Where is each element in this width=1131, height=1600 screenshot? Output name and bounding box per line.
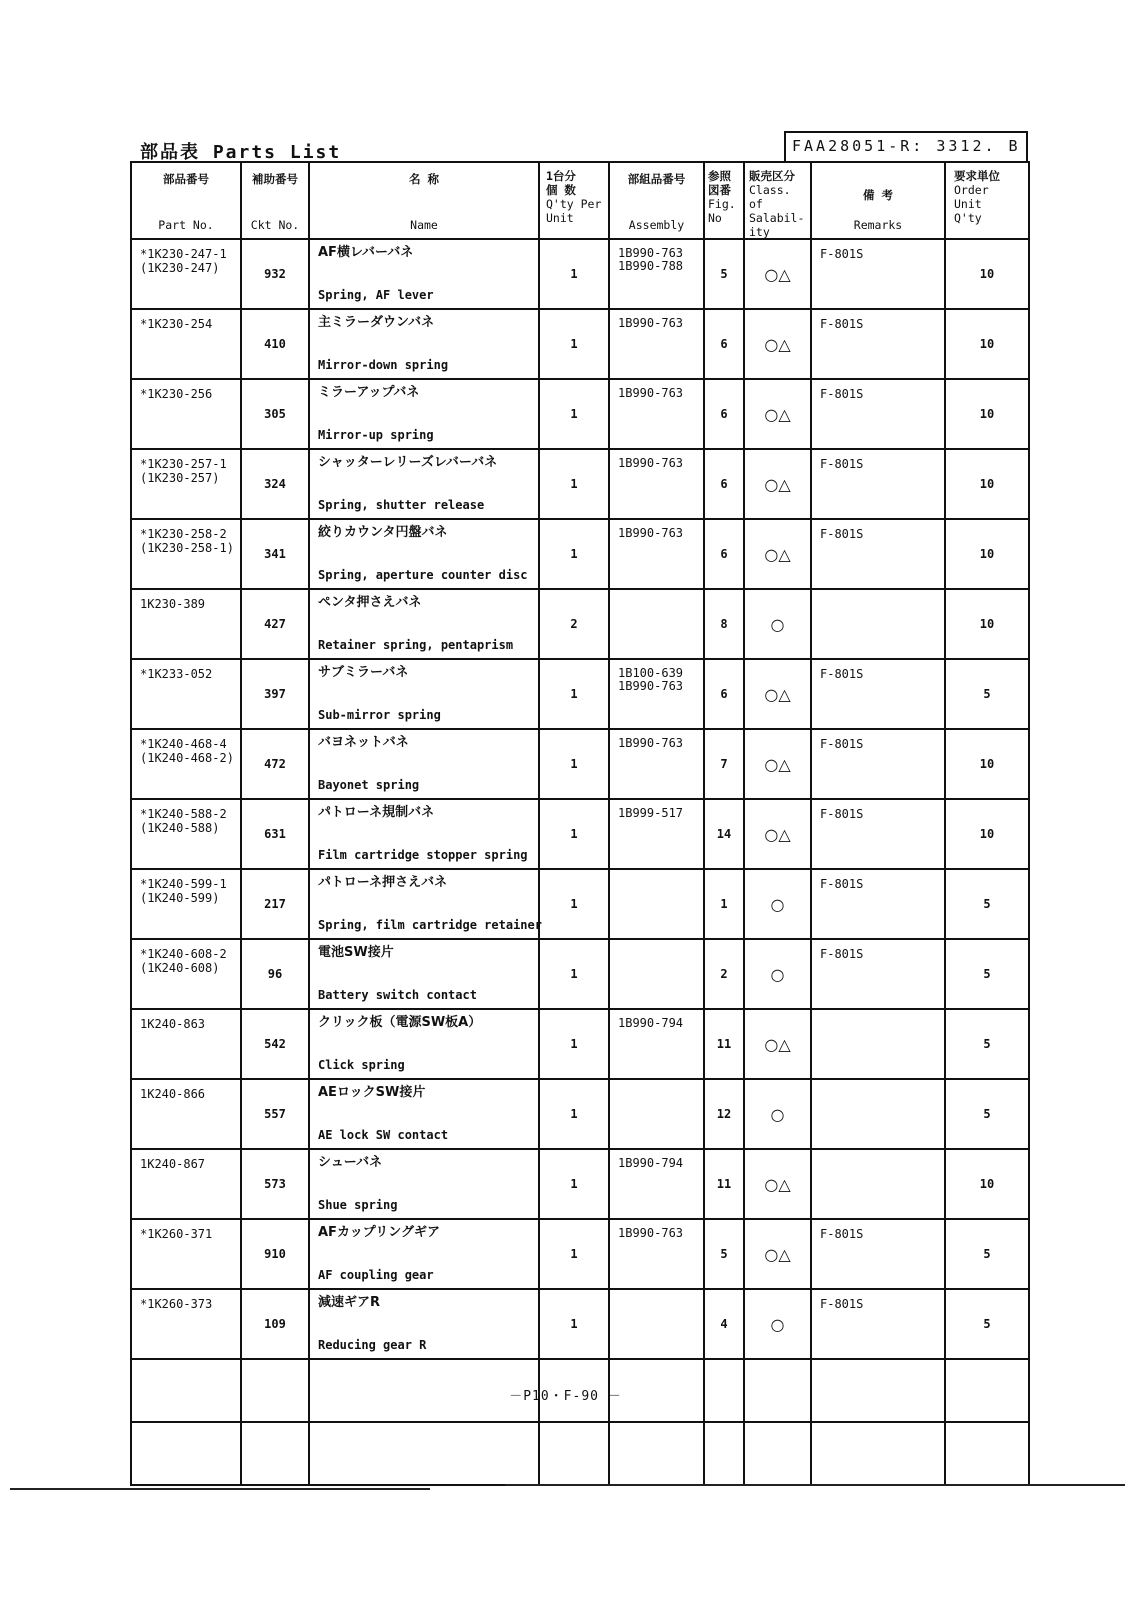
name-cell xyxy=(309,659,539,729)
part-no-cell xyxy=(131,519,241,589)
document-code: FAA28051-R: 3312. B xyxy=(784,131,1028,161)
remarks-cell: F-801S xyxy=(811,939,945,1009)
part-no: (1K230-247) xyxy=(140,261,220,275)
class-cell: ○ xyxy=(744,869,811,939)
remarks-cell: F-801S xyxy=(811,799,945,869)
qty-cell: 2 xyxy=(539,589,609,659)
fig-no-cell: 6 xyxy=(704,449,744,519)
ckt-no-cell: 341 xyxy=(241,519,309,589)
assembly-cell xyxy=(609,1149,704,1219)
assembly-no: 1B990-763 xyxy=(618,736,684,750)
table-header xyxy=(131,162,1029,239)
order-qty-cell: 10 xyxy=(945,449,1029,519)
name-cell xyxy=(309,1219,539,1289)
assembly-no: 1B990-788 xyxy=(618,259,684,273)
fig-no-cell: 6 xyxy=(704,379,744,449)
qty-cell: 1 xyxy=(539,309,609,379)
class-cell: ○△ xyxy=(744,1009,811,1079)
table-row xyxy=(131,1149,1029,1219)
class-cell: ○△ xyxy=(744,799,811,869)
assembly-cell xyxy=(609,659,704,729)
qty-cell: 1 xyxy=(539,1009,609,1079)
qty-cell: 1 xyxy=(539,519,609,589)
order-qty-cell: 5 xyxy=(945,1079,1029,1149)
part-no: *1K240-599-1 xyxy=(140,877,227,891)
name-en: AF coupling gear xyxy=(318,1268,434,1282)
name-jp: サブミラーバネ xyxy=(318,665,409,680)
fig-no-cell: 7 xyxy=(704,729,744,799)
assembly-cell xyxy=(609,449,704,519)
qty-cell: 1 xyxy=(539,379,609,449)
name-jp: AF横レバーバネ xyxy=(318,245,414,260)
bottom-rule-right xyxy=(505,1484,1125,1486)
name-jp: パトローネ押さえバネ xyxy=(318,875,448,890)
part-no: *1K240-468-4 xyxy=(140,737,227,751)
name-en: AE lock SW contact xyxy=(318,1128,449,1142)
part-no: (1K240-599) xyxy=(140,891,220,905)
remarks-cell: F-801S xyxy=(811,869,945,939)
part-no: 1K240-867 xyxy=(140,1157,206,1171)
class-cell: ○△ xyxy=(744,729,811,799)
name-cell xyxy=(309,519,539,589)
part-no-cell xyxy=(131,729,241,799)
empty-cell xyxy=(309,1422,539,1485)
order-qty-cell: 10 xyxy=(945,1149,1029,1219)
part-no: *1K230-256 xyxy=(140,387,213,401)
name-jp: ミラーアップバネ xyxy=(318,385,420,400)
remarks-cell: F-801S xyxy=(811,659,945,729)
empty-cell xyxy=(744,1422,811,1485)
part-no-cell xyxy=(131,239,241,309)
order-qty-cell: 5 xyxy=(945,869,1029,939)
part-no-cell xyxy=(131,449,241,519)
name-cell xyxy=(309,869,542,939)
assembly-cell xyxy=(609,939,704,1009)
ckt-no-cell: 96 xyxy=(241,939,309,1009)
empty-cell xyxy=(539,1422,609,1485)
col-name: 名 称 Name xyxy=(309,162,539,239)
name-en: Shue spring xyxy=(318,1198,398,1212)
part-no-cell xyxy=(131,939,241,1009)
col-remarks: 備 考 Remarks xyxy=(811,162,945,239)
class-cell: ○△ xyxy=(744,519,811,589)
ckt-no-cell: 397 xyxy=(241,659,309,729)
page-title: 部品表 Parts List xyxy=(140,142,342,163)
remarks-cell: F-801S xyxy=(811,729,945,799)
empty-cell xyxy=(811,1422,945,1485)
ckt-no-cell: 472 xyxy=(241,729,309,799)
assembly-cell xyxy=(609,799,704,869)
part-no-cell xyxy=(131,379,241,449)
fig-no-cell: 5 xyxy=(704,1219,744,1289)
name-en: Click spring xyxy=(318,1058,405,1072)
qty-cell: 1 xyxy=(539,799,609,869)
name-en: Bayonet spring xyxy=(318,778,420,792)
name-en: Spring, aperture counter disc xyxy=(318,568,528,582)
empty-cell xyxy=(704,1422,744,1485)
table-row xyxy=(131,309,1029,379)
part-no: *1K230-247-1 xyxy=(140,247,227,261)
part-no: 1K240-866 xyxy=(140,1087,206,1101)
order-qty-cell: 5 xyxy=(945,939,1029,1009)
name-jp: シューバネ xyxy=(318,1155,383,1170)
class-cell: ○△ xyxy=(744,659,811,729)
part-no: (1K240-468-2) xyxy=(140,751,234,765)
assembly-cell xyxy=(609,519,704,589)
remarks-cell xyxy=(811,1149,945,1219)
remarks-cell: F-801S xyxy=(811,1219,945,1289)
assembly-no: 1B990-763 xyxy=(618,246,684,260)
name-cell xyxy=(309,449,539,519)
page-footer: －P10・F-90 － xyxy=(509,1389,622,1404)
parts-table xyxy=(130,161,1030,1486)
assembly-no: 1B990-794 xyxy=(618,1016,684,1030)
part-no: *1K230-254 xyxy=(140,317,213,331)
ckt-no-cell: 557 xyxy=(241,1079,309,1149)
class-cell: ○△ xyxy=(744,449,811,519)
assembly-no: 1B100-639 xyxy=(618,666,684,680)
assembly-no: 1B990-763 xyxy=(618,526,684,540)
order-qty-cell: 10 xyxy=(945,519,1029,589)
name-jp: シャッターレリーズレバーバネ xyxy=(318,455,498,470)
col-part-no: 部品番号 Part No. xyxy=(131,162,241,239)
class-cell: ○△ xyxy=(744,379,811,449)
assembly-cell xyxy=(609,309,704,379)
remarks-cell: F-801S xyxy=(811,309,945,379)
remarks-cell xyxy=(811,589,945,659)
table-row xyxy=(131,939,1029,1009)
order-qty-cell: 10 xyxy=(945,589,1029,659)
qty-cell: 1 xyxy=(539,939,609,1009)
order-qty-cell: 5 xyxy=(945,1009,1029,1079)
qty-cell: 1 xyxy=(539,1079,609,1149)
qty-cell: 1 xyxy=(539,239,609,309)
assembly-cell xyxy=(609,869,704,939)
part-no: (1K240-608) xyxy=(140,961,220,975)
empty-cell xyxy=(609,1422,704,1485)
name-cell xyxy=(309,939,539,1009)
name-jp: AEロックSW接片 xyxy=(318,1085,426,1100)
name-jp: 主ミラーダウンバネ xyxy=(318,315,435,330)
order-qty-cell: 10 xyxy=(945,309,1029,379)
part-no-cell xyxy=(131,1149,241,1219)
fig-no-cell: 6 xyxy=(704,519,744,589)
assembly-cell xyxy=(609,1289,704,1359)
name-en: Spring, shutter release xyxy=(318,498,485,512)
remarks-cell: F-801S xyxy=(811,1289,945,1359)
ckt-no-cell: 109 xyxy=(241,1289,309,1359)
ckt-no-cell: 410 xyxy=(241,309,309,379)
ckt-no-cell: 573 xyxy=(241,1149,309,1219)
remarks-cell: F-801S xyxy=(811,449,945,519)
ckt-no-cell: 631 xyxy=(241,799,309,869)
table-row xyxy=(131,869,1029,939)
part-no-cell xyxy=(131,1219,241,1289)
class-cell: ○ xyxy=(744,1079,811,1149)
fig-no-cell: 1 xyxy=(704,869,744,939)
table-row xyxy=(131,1079,1029,1149)
fig-no-cell: 8 xyxy=(704,589,744,659)
name-cell xyxy=(309,589,539,659)
fig-no-cell: 6 xyxy=(704,659,744,729)
name-jp: 減速ギアR xyxy=(318,1295,381,1310)
name-jp: クリック板（電源SW板A） xyxy=(318,1015,482,1030)
fig-no-cell: 5 xyxy=(704,239,744,309)
remarks-cell xyxy=(811,1009,945,1079)
fig-no-cell: 11 xyxy=(704,1009,744,1079)
part-no-cell xyxy=(131,869,241,939)
part-no-cell xyxy=(131,1009,241,1079)
ckt-no-cell: 217 xyxy=(241,869,309,939)
name-jp: 絞りカウンタ円盤バネ xyxy=(318,525,448,540)
remarks-cell: F-801S xyxy=(811,239,945,309)
fig-no-cell: 12 xyxy=(704,1079,744,1149)
bottom-rule-left xyxy=(10,1488,430,1490)
name-en: Battery switch contact xyxy=(318,988,477,1002)
table-row xyxy=(131,239,1029,309)
table-row xyxy=(131,519,1029,589)
part-no: (1K240-588) xyxy=(140,821,220,835)
order-qty-cell: 10 xyxy=(945,379,1029,449)
part-no: 1K240-863 xyxy=(140,1017,206,1031)
part-no: (1K230-258-1) xyxy=(140,541,234,555)
part-no-cell xyxy=(131,659,241,729)
part-no-cell xyxy=(131,589,241,659)
remarks-cell: F-801S xyxy=(811,519,945,589)
name-cell xyxy=(309,1079,539,1149)
class-cell: ○ xyxy=(744,589,811,659)
assembly-no: 1B990-763 xyxy=(618,316,684,330)
col-qty: 1台分 個 数 Q'ty Per Unit xyxy=(539,162,609,239)
qty-cell: 1 xyxy=(539,1289,609,1359)
table-row xyxy=(131,1219,1029,1289)
part-no: *1K240-588-2 xyxy=(140,807,227,821)
table-row xyxy=(131,1009,1029,1079)
part-no-cell xyxy=(131,1289,241,1359)
name-cell xyxy=(309,1009,539,1079)
assembly-cell xyxy=(609,1219,704,1289)
name-jp: パトローネ規制バネ xyxy=(318,805,435,820)
fig-no-cell: 11 xyxy=(704,1149,744,1219)
class-cell: ○△ xyxy=(744,239,811,309)
part-no-cell xyxy=(131,1079,241,1149)
class-cell: ○△ xyxy=(744,309,811,379)
order-qty-cell: 10 xyxy=(945,239,1029,309)
name-cell xyxy=(309,729,539,799)
ckt-no-cell: 427 xyxy=(241,589,309,659)
table-row xyxy=(131,589,1029,659)
assembly-no: 1B990-763 xyxy=(618,679,684,693)
order-qty-cell: 5 xyxy=(945,1219,1029,1289)
part-no: *1K233-052 xyxy=(140,667,213,681)
assembly-no: 1B999-517 xyxy=(618,806,684,820)
order-qty-cell: 10 xyxy=(945,729,1029,799)
name-en: Mirror-down spring xyxy=(318,358,449,372)
assembly-cell xyxy=(609,379,704,449)
qty-cell: 1 xyxy=(539,1149,609,1219)
name-jp: ペンタ押さえバネ xyxy=(318,595,422,610)
part-no: 1K230-389 xyxy=(140,597,206,611)
name-cell xyxy=(309,309,539,379)
table-row xyxy=(131,729,1029,799)
col-order: 要求単位 Order Unit Q'ty xyxy=(945,162,1029,239)
order-qty-cell: 5 xyxy=(945,659,1029,729)
ckt-no-cell: 932 xyxy=(241,239,309,309)
col-ckt-no: 補助番号 Ckt No. xyxy=(241,162,309,239)
remarks-cell: F-801S xyxy=(811,379,945,449)
col-class: 販売区分 Class. of Salabil- ity xyxy=(744,162,811,239)
name-en: Reducing gear R xyxy=(318,1338,427,1352)
qty-cell: 1 xyxy=(539,1219,609,1289)
table-row xyxy=(131,379,1029,449)
name-en: Film cartridge stopper spring xyxy=(318,848,528,862)
ckt-no-cell: 542 xyxy=(241,1009,309,1079)
fig-no-cell: 4 xyxy=(704,1289,744,1359)
name-jp: 電池SW接片 xyxy=(318,945,394,960)
assembly-cell xyxy=(609,729,704,799)
part-no: *1K240-608-2 xyxy=(140,947,227,961)
fig-no-cell: 2 xyxy=(704,939,744,1009)
assembly-cell xyxy=(609,1009,704,1079)
class-cell: ○△ xyxy=(744,1219,811,1289)
order-qty-cell: 5 xyxy=(945,1289,1029,1359)
table-row xyxy=(131,1289,1029,1359)
name-jp: AFカップリングギア xyxy=(318,1225,441,1240)
name-en: Retainer spring, pentaprism xyxy=(318,638,514,652)
remarks-cell xyxy=(811,1079,945,1149)
assembly-cell xyxy=(609,589,704,659)
ckt-no-cell: 305 xyxy=(241,379,309,449)
part-no: *1K260-373 xyxy=(140,1297,213,1311)
order-qty-cell: 10 xyxy=(945,799,1029,869)
class-cell: ○ xyxy=(744,939,811,1009)
name-cell xyxy=(309,379,539,449)
assembly-no: 1B990-763 xyxy=(618,386,684,400)
empty-cell xyxy=(241,1422,309,1485)
assembly-cell xyxy=(609,239,704,309)
name-cell xyxy=(309,239,539,309)
empty-row xyxy=(131,1422,1029,1485)
assembly-cell xyxy=(609,1079,704,1149)
col-fig: 参照 図番 Fig. No xyxy=(704,162,744,239)
name-cell xyxy=(309,799,539,869)
class-cell: ○ xyxy=(744,1289,811,1359)
part-no: *1K230-257-1 xyxy=(140,457,227,471)
name-en: Spring, AF lever xyxy=(318,288,434,302)
name-en: Sub-mirror spring xyxy=(318,708,441,722)
name-jp: バヨネットバネ xyxy=(318,735,409,750)
part-no-cell xyxy=(131,309,241,379)
part-no: (1K230-257) xyxy=(140,471,220,485)
part-no: *1K230-258-2 xyxy=(140,527,227,541)
name-en: Mirror-up spring xyxy=(318,428,434,442)
class-cell: ○△ xyxy=(744,1149,811,1219)
name-en: Spring, film cartridge retainer xyxy=(318,918,542,932)
part-no-cell xyxy=(131,799,241,869)
ckt-no-cell: 324 xyxy=(241,449,309,519)
ckt-no-cell: 910 xyxy=(241,1219,309,1289)
qty-cell: 1 xyxy=(539,659,609,729)
qty-cell: 1 xyxy=(539,729,609,799)
table-row xyxy=(131,799,1029,869)
fig-no-cell: 6 xyxy=(704,309,744,379)
name-cell xyxy=(309,1149,539,1219)
empty-cell xyxy=(945,1422,1029,1485)
col-assembly: 部組品番号 Assembly xyxy=(609,162,704,239)
table-row xyxy=(131,449,1029,519)
qty-cell: 1 xyxy=(539,449,609,519)
assembly-no: 1B990-763 xyxy=(618,1226,684,1240)
assembly-no: 1B990-763 xyxy=(618,456,684,470)
table-row xyxy=(131,659,1029,729)
assembly-no: 1B990-794 xyxy=(618,1156,684,1170)
fig-no-cell: 14 xyxy=(704,799,744,869)
part-no: *1K260-371 xyxy=(140,1227,213,1241)
name-cell xyxy=(309,1289,539,1359)
empty-cell xyxy=(131,1422,241,1485)
qty-cell: 1 xyxy=(539,869,609,939)
